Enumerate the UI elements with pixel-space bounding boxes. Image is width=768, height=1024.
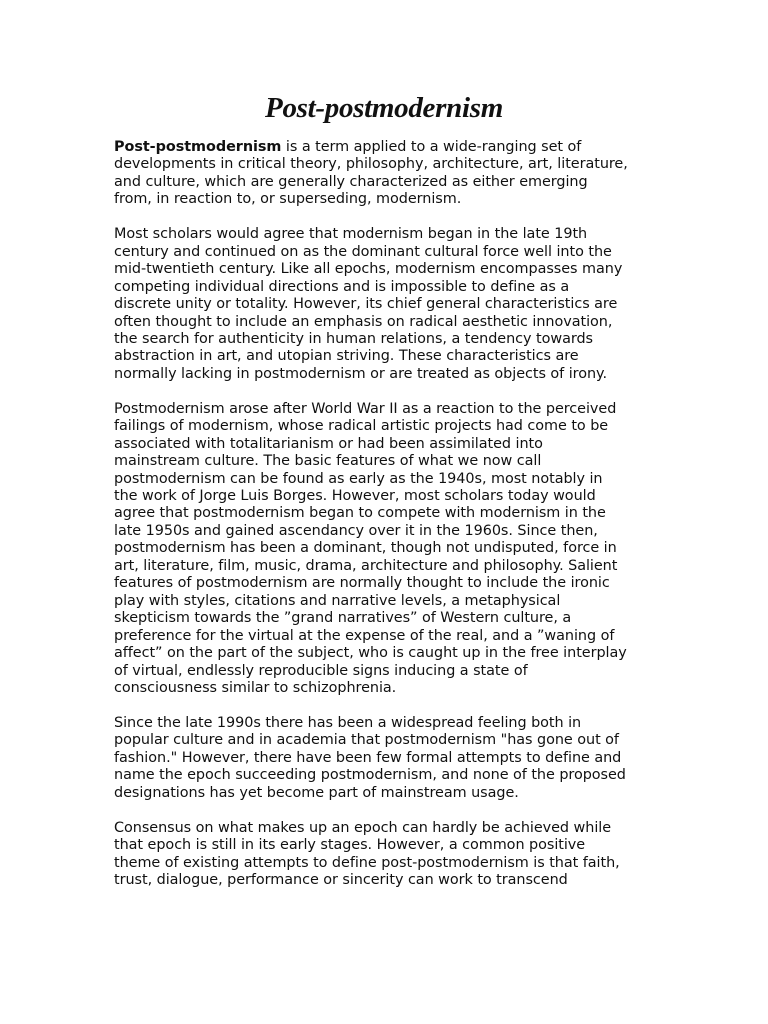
text-line: associated with totalitarianism or had been assimilated into: [114, 435, 543, 452]
text-line: the work of Jorge Luis Borges. However, most scholars today would: [114, 488, 596, 505]
text-line: Postmodernism arose after World War II as a reaction to the perceived: [114, 400, 617, 417]
text-line: Most scholars would agree that modernism began in the late 19th: [114, 226, 588, 243]
text-line: fashion." However, there have been few formal attempts to define and: [114, 749, 622, 766]
text-line: popular culture and in academia that postmodernism "has gone out of: [114, 732, 619, 749]
text-line: failings of modernism, whose radical artistic projects had come to be: [114, 418, 609, 435]
paragraph-1: [114, 139, 662, 209]
page-title: Post-postmodernism: [265, 92, 503, 124]
text-line: preference for the virtual at the expense of the real, and a ”waning of: [114, 627, 615, 644]
text-line: century and continued on as the dominant cultural force well into the: [114, 243, 612, 260]
paragraph-3: [114, 401, 662, 698]
text-line: trust, dialogue, performance or sincerity can work to transcend: [114, 871, 568, 888]
text-line: discrete unity or totality. However, its chief general characteristics are: [114, 296, 618, 313]
text-line: from, in reaction to, or superseding, modernism.: [114, 191, 462, 208]
text-line: Since the late 1990s there has been a widespread feeling both in: [114, 714, 582, 731]
text-line: of virtual, endlessly reproducible signs inducing a state of: [114, 662, 528, 679]
paragraph-5: [114, 820, 662, 890]
text-line: that epoch is still in its early stages. However, a common positive: [114, 837, 586, 854]
text-line: mid-twentieth century. Like all epochs, modernism encompasses many: [114, 261, 623, 278]
text-line: competing individual directions and is impossible to define as a: [114, 278, 570, 295]
text-line: late 1950s and gained ascendancy over it in the 1960s. Since then,: [114, 522, 598, 539]
text-line: skepticism towards the ”grand narratives” of Western culture, a: [114, 610, 572, 627]
term-bold: Post-postmodernism: [114, 139, 282, 155]
text-line: affect” on the part of the subject, who is caught up in the free interplay: [114, 645, 627, 662]
text-line: agree that postmodernism began to compete with modernism in the: [114, 505, 606, 522]
text-line: abstraction in art, and utopian striving. These characteristics are: [114, 348, 579, 365]
text-line: art, literature, film, music, drama, architecture and philosophy. Salient: [114, 557, 618, 574]
text-line: play with styles, citations and narrative levels, a metaphysical: [114, 592, 561, 609]
text-line: developments in critical theory, philosophy, architecture, art, literature,: [114, 156, 628, 173]
text-line: features of postmodernism are normally thought to include the ironic: [114, 575, 610, 592]
text-line: [114, 139, 662, 156]
article-body: [114, 139, 662, 907]
text-line: postmodernism has been a dominant, though not undisputed, force in: [114, 540, 617, 557]
text-line: mainstream culture. The basic features of what we now call: [114, 453, 542, 470]
paragraph-4: [114, 715, 662, 802]
text-line: Consensus on what makes up an epoch can hardly be achieved while: [114, 819, 612, 836]
text-line: name the epoch succeeding postmodernism, and none of the proposed: [114, 767, 626, 784]
text-line: theme of existing attempts to define post-postmodernism is that faith,: [114, 854, 620, 871]
text-line: postmodernism can be found as early as the 1940s, most notably in: [114, 470, 603, 487]
text-line: the search for authenticity in human relations, a tendency towards: [114, 330, 593, 347]
text-line: consciousness similar to schizophrenia.: [114, 680, 397, 697]
text-segment: is a term applied to a wide-ranging set of: [281, 139, 582, 155]
text-line: normally lacking in postmodernism or are treated as objects of irony.: [114, 365, 607, 382]
text-line: designations has yet become part of mainstream usage.: [114, 784, 519, 801]
paragraph-2: [114, 226, 662, 383]
text-line: and culture, which are generally characterized as either emerging: [114, 173, 588, 190]
text-line: often thought to include an emphasis on radical aesthetic innovation,: [114, 313, 613, 330]
